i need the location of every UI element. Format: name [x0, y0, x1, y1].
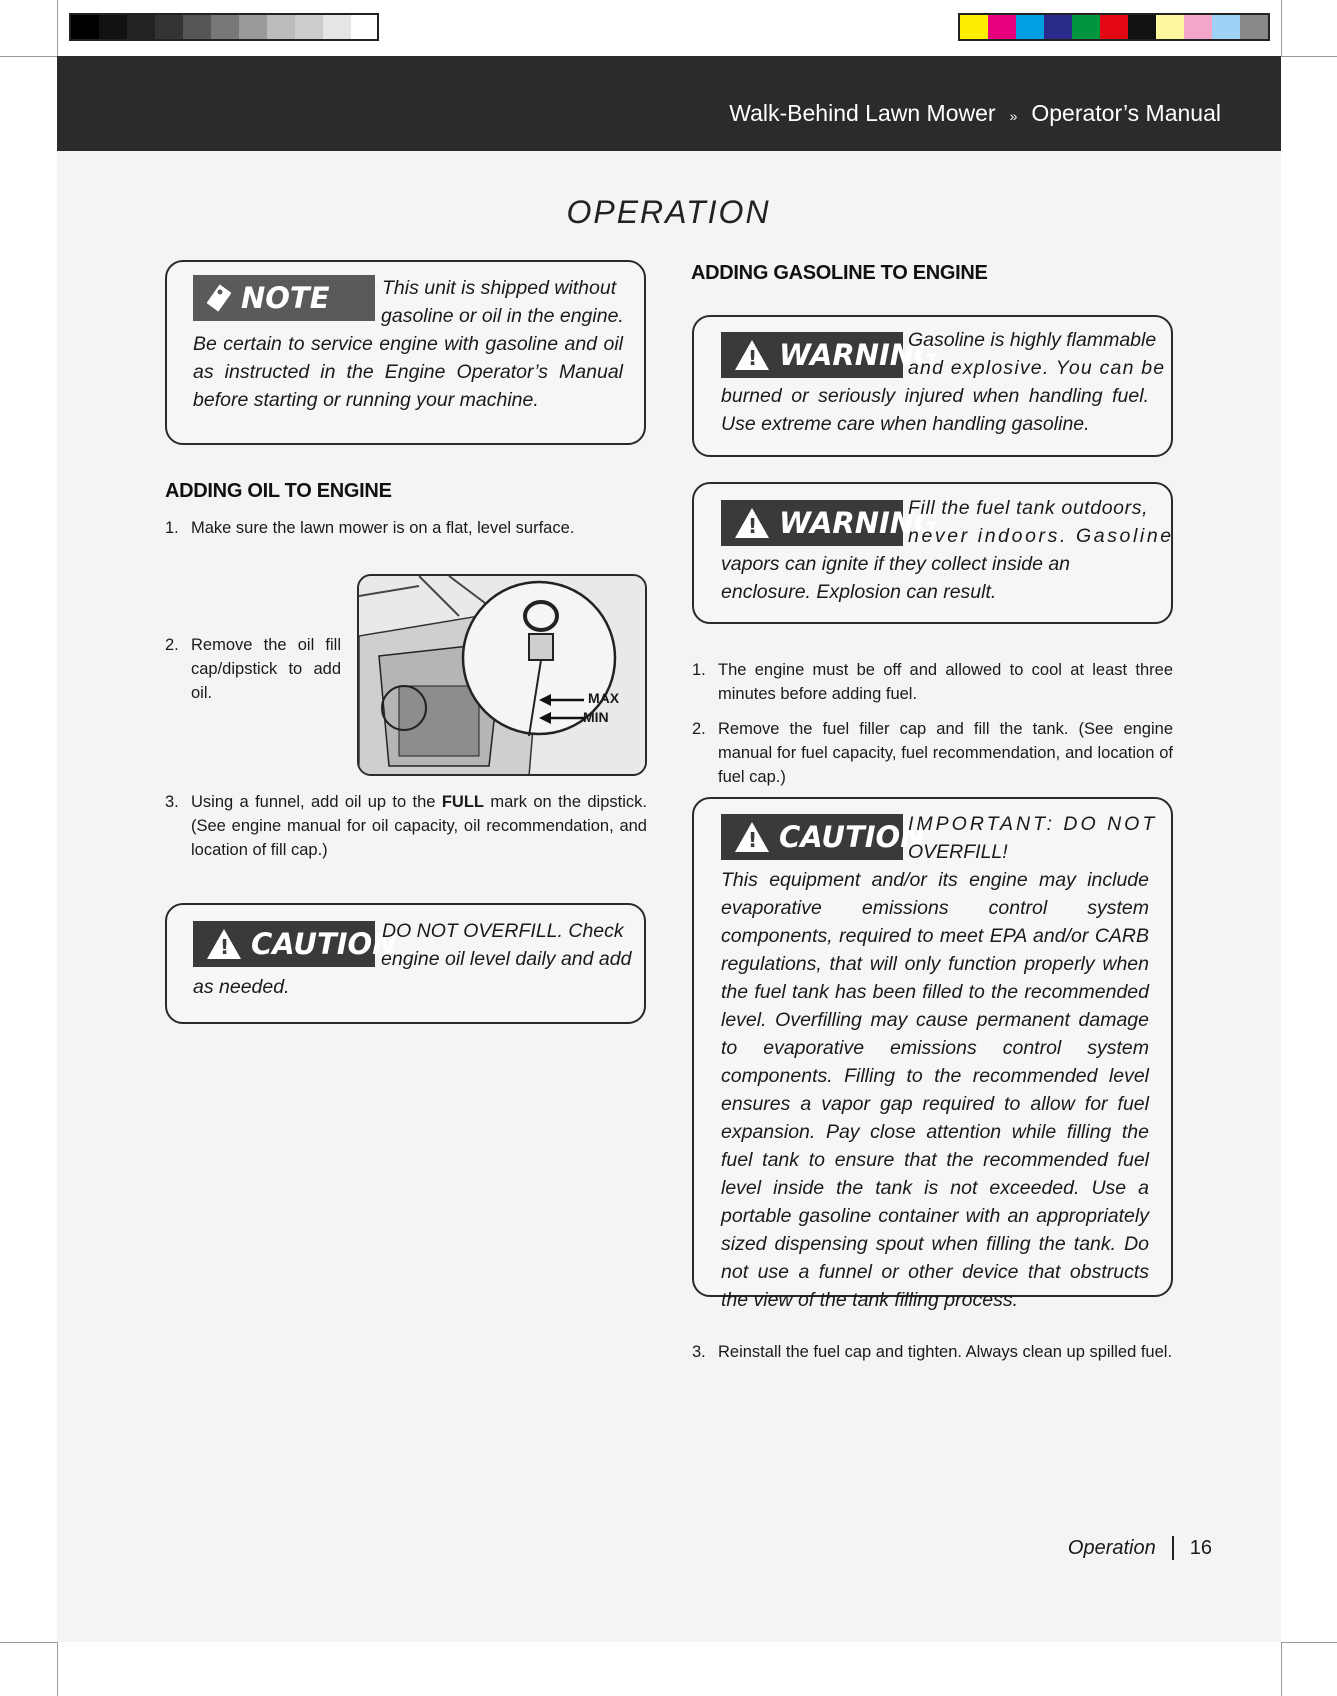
oil-caution-label: [193, 921, 397, 967]
warning-label-text: WARNING: [779, 506, 938, 540]
warning1-line1: Gasoline is highly flammable: [908, 329, 1157, 351]
note-label-text: NOTE: [241, 281, 330, 315]
warning-triangle-icon: [735, 340, 769, 370]
warning2-body: vapors can ignite if they collect inside an enclosure. Explosion can result.: [721, 553, 1071, 603]
crop-mark: [1281, 0, 1282, 56]
step-text: The engine must be off and allowed to cool at least three minutes before adding fuel.: [718, 661, 1173, 703]
crop-mark: [57, 0, 58, 56]
crop-mark: [1281, 1642, 1282, 1696]
crop-mark: [1281, 1642, 1337, 1643]
step-number: 2.: [165, 636, 179, 654]
oil-step-3: [165, 790, 647, 862]
warning1-label: [721, 332, 938, 378]
step-text: Make sure the lawn mower is on a flat, level surface.: [191, 519, 575, 537]
tag-icon: [207, 283, 231, 313]
color-calibration-bar: [958, 13, 1270, 41]
crop-mark: [57, 1642, 58, 1696]
step-text: Remove the oil fill cap/dipstick to add oil.: [191, 636, 341, 702]
crop-mark: [0, 56, 57, 57]
note-line1: This unit is shipped without: [382, 277, 617, 299]
step-text: Reinstall the fuel cap and tighten. Always clean up spilled fuel.: [718, 1343, 1173, 1361]
gas-caution-label: [721, 814, 925, 860]
warning-triangle-icon: [735, 508, 769, 538]
min-label: MIN: [583, 709, 609, 725]
gas-step-3: [692, 1340, 1173, 1364]
gas-caution-body: This equipment and/or its engine may include evaporative emissions control system components, required to meet EPA and/or CARB regulations, that will only function properly when the fuel tank has been filled to the recommended level. Overfilling may cause permanent damage to evaporative emissions control system components. Filling to the recommended level ensures a vapor gap required to allow for fuel expansion. Pay close attention while filling the fuel tank to ensure that the recommended fuel level inside the tank is not exceeded. Use a portable gasoline container with an appropriately sized dispensing spout when filling the tank. Do not use a funnel or other device that obstructs the view of the tank filling process.: [721, 869, 1149, 1311]
page-footer: [1068, 1536, 1212, 1560]
oil-step-2: [165, 633, 341, 705]
warning-triangle-icon: [735, 822, 769, 852]
full-mark-text: FULL: [441, 793, 484, 811]
footer-section: Operation: [1067, 1536, 1156, 1559]
page-header: [57, 56, 1281, 151]
header-doc: Operator’s Manual: [1031, 100, 1221, 126]
note-body: Be certain to service engine with gasoline and oil as instructed in the Engine Operator’s Manual before starting or running your machine.: [193, 333, 623, 411]
oil-heading: ADDING OIL TO ENGINE: [165, 480, 392, 502]
footer-divider: [1172, 1536, 1174, 1560]
gas-caution-line1: IMPORTANT: DO NOT: [908, 813, 1158, 835]
warning2-line1: Fill the fuel tank outdoors,: [908, 497, 1149, 519]
warning1-body: burned or seriously injured when handling fuel. Use extreme care when handling gasoline.: [721, 385, 1149, 435]
gas-step-2: [692, 717, 1173, 789]
max-label: MAX: [588, 690, 620, 706]
step-text-post: mark on the dipstick. (See engine manual for oil capacity, oil recommendation, and location of fill cap.): [191, 793, 647, 859]
warning2-label: [721, 500, 938, 546]
gas-step-1: [692, 658, 1173, 706]
step-number: 3.: [692, 1343, 706, 1361]
engine-dipstick-drawing: [359, 576, 647, 776]
step-text-pre: Using a funnel, add oil up to the: [191, 793, 442, 811]
oil-step-1: [165, 516, 645, 540]
oil-caution-line1: DO NOT OVERFILL. Check: [382, 920, 624, 942]
step-number: 1.: [165, 519, 179, 537]
step-number: 3.: [165, 793, 179, 811]
oil-caution-body: as needed.: [193, 976, 290, 998]
gas-caution-line2: OVERFILL!: [908, 841, 1008, 863]
oil-caution-line2: engine oil level daily and add: [381, 948, 632, 970]
grayscale-calibration-bar: [69, 13, 379, 41]
warning2-line2: never indoors. Gasoline: [908, 525, 1174, 547]
warning-label-text: WARNING: [779, 338, 938, 372]
step-text: Remove the fuel filler cap and fill the tank. (See engine manual for fuel capacity, fuel recommendation, and location of fuel cap.): [718, 720, 1173, 786]
header-title: [729, 100, 1221, 127]
page-number: 16: [1189, 1536, 1212, 1559]
note-line2: gasoline or oil in the engine.: [381, 305, 624, 327]
caution-label-text: CAUTION: [779, 820, 925, 854]
crop-mark: [1281, 56, 1337, 57]
page-title: OPERATION: [566, 194, 771, 230]
header-separator: »: [1009, 108, 1018, 124]
warning1-line2: and explosive. You can be: [908, 357, 1166, 379]
header-product: Walk-Behind Lawn Mower: [729, 100, 996, 126]
step-number: 1.: [692, 661, 706, 679]
crop-mark: [0, 1642, 57, 1643]
dipstick-illustration: [357, 574, 647, 776]
note-label: [193, 275, 375, 321]
step-text: [191, 790, 647, 862]
warning-triangle-icon: [207, 929, 241, 959]
gas-heading: ADDING GASOLINE TO ENGINE: [691, 262, 988, 284]
step-number: 2.: [692, 720, 706, 738]
caution-label-text: CAUTION: [251, 927, 397, 961]
